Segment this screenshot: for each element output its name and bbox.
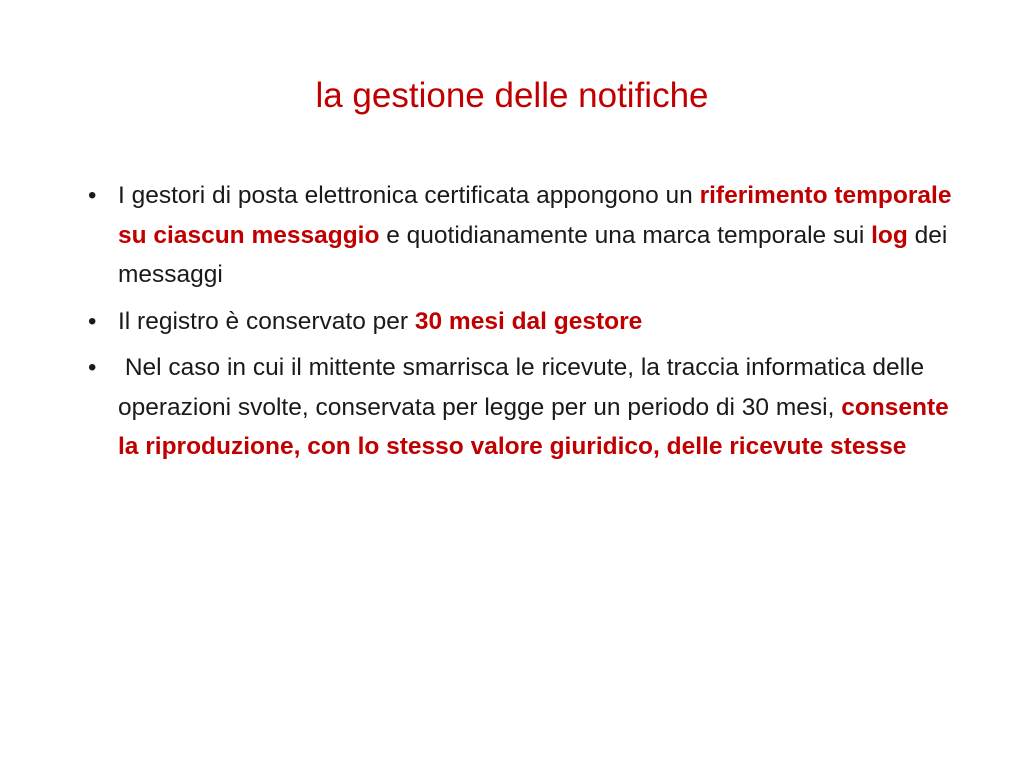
bullet-item-3 [88, 348, 968, 467]
bullet-dot-icon: • [88, 354, 97, 381]
bullet-text: I gestori di posta elettronica certificata appongono un [118, 182, 700, 209]
bullet-dot-icon: • [88, 182, 97, 209]
bullet-dot-icon: • [88, 307, 97, 335]
bullet-item-1 [88, 176, 968, 295]
bullet-text: Il registro è conservato per [118, 307, 415, 335]
highlight-text: riferimento temporale su ciascun messaggio [118, 182, 952, 249]
bullet-list [88, 176, 968, 474]
bullet-text: Nel caso in cui il mittente smarrisca le ricevute, la traccia informatica delle operazioni svolte, conservata per legge per un periodo di 30 mesi, [118, 354, 931, 421]
bullet-text: e quotidianamente una marca temporale sui [379, 221, 872, 249]
slide-title: la gestione delle notifiche [315, 76, 709, 115]
highlight-text: 30 mesi dal gestore [414, 307, 643, 335]
bullet-text: dei messaggi [118, 221, 948, 288]
highlight-text: log [871, 221, 908, 249]
highlight-text: consente la riproduzione, con lo stesso valore giuridico, delle ricevute stesse [118, 393, 949, 460]
bullet-item-2 [88, 302, 968, 342]
